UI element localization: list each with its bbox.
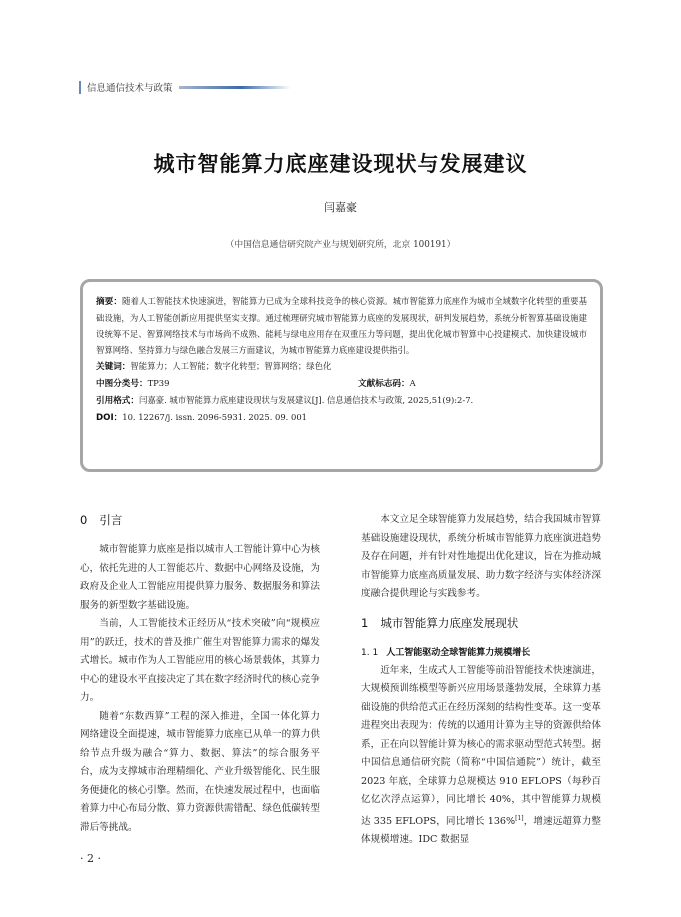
paragraph-text-b: ，增速远超算力整体规模增速。IDC 数据显: [361, 815, 602, 846]
article-title: 城市智能算力底座建设现状与发展建议: [153, 152, 528, 176]
doc-code-value: A: [409, 378, 416, 388]
journal-header: [79, 80, 291, 94]
paragraph-text-a: 近年来，生成式人工智能等前沿智能技术快速演进，大规模预训练模型等新兴应用场景蓬勃发展，全球算力基础设施的供给范式正在经历深刻的结构性变革。这一变革进程突出表现为：传统的以通用计算为主导的资源供给体系，正在向以智能计算为核心的需求驱动型范式转型。据中国信息通信研究院（简称“中国信通院”）统计，截至 2023 年底，全球算力总规模达 910 EFLOPS（每秒百亿亿次浮点运算），同比增长 40%，其中智能算力规模达 335 EFLOPS，同比增长 136%: [361, 664, 601, 827]
doi-link[interactable]: 10. 12267/j. issn. 2096-5931. 2025. 09. 001: [122, 412, 307, 422]
intro-paragraph-2: 当前，人工智能技术正经历从“技术突破”向“规模应用”的跃迁，技术的普及推广催生对智能算力需求的爆发式增长。城市作为人工智能应用的核心场景载体，其算力中心的建设水平直接决定了其在数字经济时代的核心竞争力。: [80, 618, 320, 703]
intro-paragraph-4: 本文立足全球智能算力发展趋势，结合我国城市智算基础设施建设现状，系统分析城市智能算力底座演进趋势及存在问题，并有针对性地提出优化建议，旨在为推动城市智能算力底座高质量发展、助力数字经济与实体经济深度融合提供理论与实践参考。: [361, 514, 601, 599]
abstract-text: 随着人工智能技术快速演进，智能算力已成为全球科技竞争的核心资源。城市智能算力底座作为城市全域数字化转型的重要基础设施，为人工智能创新应用提供坚实支撑。通过梳理研究城市智能算力底座的发展现状，研判发展趋势，系统分析智算基础设施建设统筹不足、智算网络技术与市场尚不成熟、能耗与绿电应用存在双重压力等问题，提出优化城市智算中心投建模式、加快建设城市智算网络、坚持算力与绿色融合发展三方面建议，为城市智能算力底座建设提供指引。: [96, 296, 587, 355]
citation-label: 引用格式：: [96, 396, 139, 406]
section-number: 1: [361, 615, 369, 630]
header-divider: [79, 81, 81, 94]
intro-paragraph-1: 城市智能算力底座是指以城市人工智能计算中心为核心，依托先进的人工智能芯片、数据中心网络及设施，为政府及企业人工智能应用提供算力服务、数据服务和算法服务的新型数字基础设施。: [80, 544, 320, 611]
doi-row: [96, 409, 587, 426]
subsection-heading-1-1: [361, 644, 601, 662]
citation-text: 闫嘉豪. 城市智能算力底座建设现状与发展建议[J]. 信息通信技术与政策, 2025,51(9):2-7.: [138, 395, 474, 405]
clc-value: TP39: [147, 378, 170, 388]
keywords-text: 智能算力；人工智能；数字化转型；智算网络；绿色化: [130, 361, 332, 371]
abstract-label: 摘要：: [96, 297, 123, 307]
journal-section-name: 信息通信技术与政策: [87, 83, 173, 94]
section-1-1-paragraph: [361, 662, 601, 850]
intro-paragraph-3: 随着“东数西算”工程的深入推进，全国一体化算力网络建设全面提速，城市智能算力底座已从单一的算力供给节点升级为融合“算力、数据、算法”的综合服务平台，成为支撑城市治理精细化、产业升级智能化、民生服务便捷化的核心引擎。然而，在快速发展过程中，也面临着算力中心布局分散、算力资源供需错配、绿色低碳转型滞后等挑战。: [80, 710, 320, 833]
author-affiliation: （中国信息通信研究院产业与规划研究所，北京 100191）: [225, 240, 456, 250]
clc-label: 中图分类号：: [96, 379, 148, 389]
subsection-number: 1. 1: [361, 647, 379, 658]
citation-row: [96, 392, 587, 409]
section-title: 城市智能算力底座发展现状: [380, 615, 519, 630]
keywords-label: 关键词：: [96, 362, 131, 372]
reference-marker[interactable]: [1]: [515, 814, 524, 822]
keywords-row: [96, 358, 587, 375]
abstract-paragraph: [96, 293, 587, 358]
section-heading-1: [361, 614, 601, 632]
abstract-box: [80, 279, 603, 472]
doi-label: DOI：: [96, 413, 123, 423]
section-heading-intro: [80, 511, 320, 529]
classification-row: [96, 375, 587, 392]
page-number: · 2 ·: [80, 852, 101, 865]
right-column: [361, 511, 601, 850]
header-gradient-rule: [179, 86, 291, 89]
section-number: 0: [80, 513, 88, 527]
subsection-title: 人工智能驱动全球智能算力规模增长: [386, 647, 531, 658]
author-name: 闫嘉豪: [324, 201, 357, 214]
doc-code-label: 文献标志码：: [358, 379, 410, 389]
section-title: 引言: [99, 513, 123, 527]
left-column: [80, 511, 320, 837]
